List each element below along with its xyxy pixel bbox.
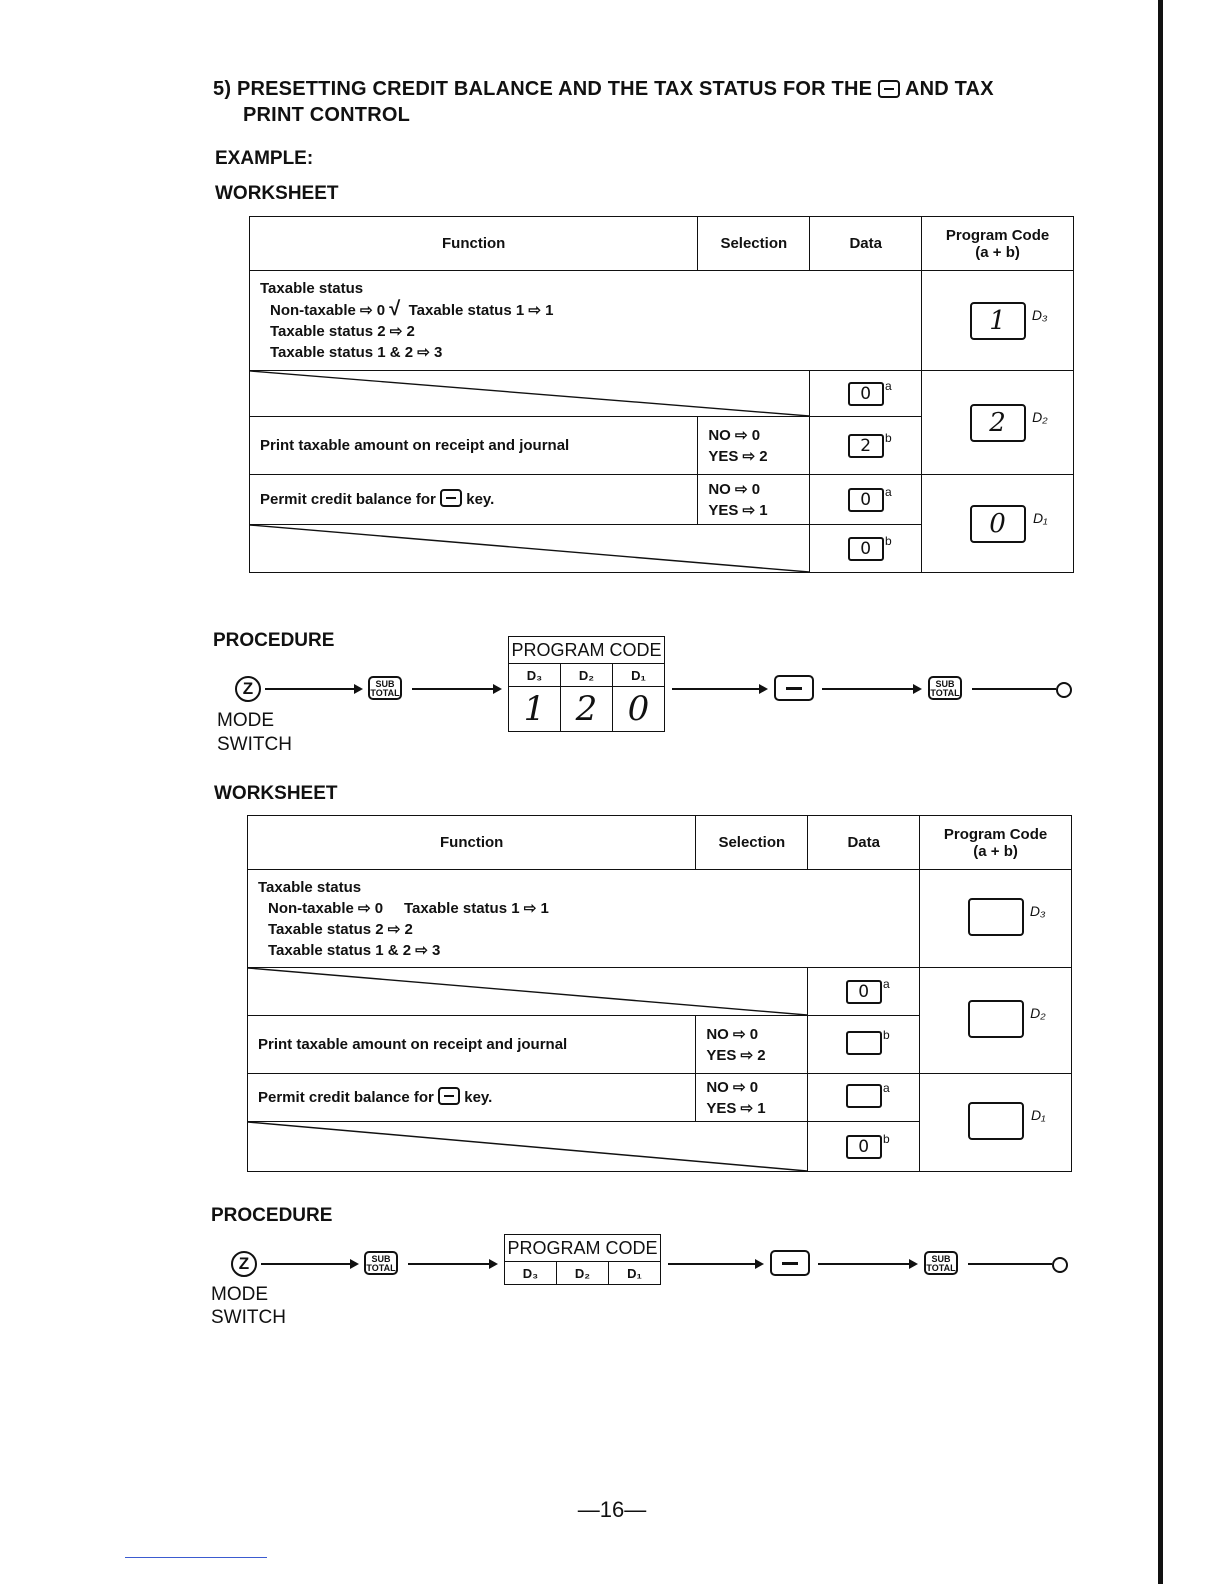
subtotal-line1: SUB — [371, 1254, 391, 1264]
header-data: Data — [810, 217, 922, 271]
pc-value-d2: 2 — [561, 687, 613, 732]
data-a1-cell — [810, 371, 922, 417]
mode-label: MODE — [217, 710, 274, 731]
subtotal-line2: TOTAL — [370, 688, 400, 698]
arrow — [668, 1263, 762, 1265]
subtotal-line2: TOTAL — [926, 1263, 956, 1273]
taxable2-option: Taxable status 2 ⇨ 2 — [268, 920, 413, 938]
title-line2: PRINT CONTROL — [243, 104, 411, 126]
page-number: —16— — [577, 1497, 647, 1522]
data-a1-box — [848, 378, 892, 406]
pc-d1: D₁ — [609, 1262, 661, 1285]
program-code-d3-cell — [922, 271, 1074, 371]
worksheet-label: WORKSHEET — [215, 183, 339, 204]
nontaxable-option: Non-taxable ⇨ 0 — [268, 899, 384, 917]
data-a2-box[interactable] — [846, 1080, 890, 1108]
subtotal-key-icon — [364, 1251, 398, 1275]
permit-credit-prefix: Permit credit balance for — [258, 1089, 434, 1106]
sup-b: b — [883, 1027, 890, 1042]
pc-d2: D₂ — [561, 664, 613, 687]
program-code-d2-box[interactable] — [968, 1000, 1046, 1038]
print-yes: YES ⇨ 2 — [706, 1046, 766, 1064]
sup-b: b — [883, 1131, 890, 1146]
data-a2-value: 0 — [860, 489, 872, 510]
d1-label: D₁ — [1031, 1106, 1046, 1123]
subtotal-line2: TOTAL — [366, 1263, 396, 1273]
procedure-label-2: PROCEDURE — [211, 1205, 333, 1226]
example-label: EXAMPLE: — [215, 148, 314, 169]
diagonal-cell — [248, 1122, 808, 1172]
print-taxable-selection — [698, 417, 810, 475]
diagonal-cell — [250, 525, 810, 573]
z-mode-icon: Z — [231, 1251, 257, 1277]
nontaxable-option: Non-taxable ⇨ 0 — [270, 302, 386, 319]
subtotal-key-icon — [924, 1251, 958, 1275]
program-code-d3-cell — [920, 870, 1072, 968]
header-data: Data — [808, 816, 920, 870]
credit-yes: YES ⇨ 1 — [706, 1099, 766, 1117]
print-taxable-label: Print taxable amount on receipt and journal — [250, 417, 698, 475]
program-code-d3-box[interactable] — [968, 898, 1046, 936]
d1-label: D₁ — [1033, 509, 1048, 526]
subtotal-line1: SUB — [931, 1254, 951, 1264]
check-mark: √ — [389, 298, 401, 320]
program-code-d2-cell — [922, 371, 1074, 475]
arrow — [408, 1263, 496, 1265]
data-b2-cell — [808, 1122, 920, 1172]
header-selection: Selection — [698, 217, 810, 271]
subtotal-line2: TOTAL — [930, 688, 960, 698]
sup-b: b — [885, 430, 892, 445]
header-program-code-1: Program Code — [945, 226, 1050, 244]
permit-credit-selection — [696, 1074, 808, 1122]
taxable1-option: Taxable status 1 ⇨ 1 — [403, 899, 549, 917]
print-yes: YES ⇨ 2 — [708, 447, 768, 465]
diagonal-cell — [248, 968, 808, 1016]
data-b2-cell — [810, 525, 922, 573]
sup-a: a — [883, 1080, 890, 1095]
subtotal-line1: SUB — [935, 679, 955, 689]
print-taxable-selection — [696, 1016, 808, 1074]
end-circle-icon — [1056, 682, 1072, 698]
sup-a: a — [883, 976, 890, 991]
header-program-code-2: (a + b) — [975, 243, 1020, 261]
credit-no: NO ⇨ 0 — [706, 1078, 759, 1096]
section-title — [213, 76, 994, 128]
minus-key-icon — [770, 1250, 810, 1276]
data-a1-box — [846, 976, 890, 1004]
program-code-d1-value: 0 — [989, 508, 1006, 539]
data-b2-box — [846, 1131, 890, 1159]
end-circle-icon — [1052, 1257, 1068, 1273]
pc-value-d3: 1 — [509, 687, 561, 732]
minus-key-icon — [440, 489, 462, 507]
arrow — [818, 1263, 916, 1265]
switch-label: SWITCH — [217, 734, 292, 755]
print-no: NO ⇨ 0 — [708, 426, 761, 444]
program-code-d3-value: 1 — [989, 305, 1006, 336]
minus-key-icon — [438, 1087, 460, 1105]
arrow — [265, 688, 361, 690]
permit-credit-prefix: Permit credit balance for — [260, 491, 436, 508]
switch-label: SWITCH — [211, 1307, 286, 1328]
pc-d3: D₃ — [509, 664, 561, 687]
program-code-d2-box — [970, 404, 1048, 442]
d2-label: D₂ — [1030, 1004, 1046, 1021]
scan-edge-bar — [1158, 0, 1163, 1584]
header-function: Function — [250, 217, 698, 271]
mode-label: MODE — [211, 1284, 268, 1305]
pc-d1: D₁ — [613, 664, 665, 687]
d3-label: D₃ — [1029, 902, 1046, 919]
pc-d3: D₃ — [505, 1262, 557, 1285]
data-a2-cell — [810, 475, 922, 525]
arrow — [412, 688, 500, 690]
d2-label: D₂ — [1032, 408, 1048, 425]
subtotal-key-icon — [368, 676, 402, 700]
header-program-code — [920, 816, 1072, 870]
print-no: NO ⇨ 0 — [706, 1025, 759, 1043]
d3-label: D₃ — [1031, 306, 1048, 323]
data-b1-cell — [810, 417, 922, 475]
diagonal-cell — [250, 371, 810, 417]
program-code-d1-cell — [920, 1074, 1072, 1172]
data-b1-box — [848, 430, 892, 458]
permit-credit-suffix: key. — [464, 1089, 493, 1106]
worksheet-table-blank — [247, 815, 1072, 1172]
data-a2-box — [848, 484, 892, 512]
taxable12-option: Taxable status 1 & 2 ⇨ 3 — [270, 344, 443, 361]
program-code-d1-box[interactable] — [968, 1102, 1046, 1140]
data-b1-value: 2 — [860, 435, 872, 456]
data-a1-value: 0 — [860, 383, 872, 404]
permit-credit-label — [250, 475, 698, 525]
header-function: Function — [248, 816, 696, 870]
header-selection: Selection — [696, 816, 808, 870]
header-program-code-1: Program Code — [943, 825, 1048, 843]
program-code-d1-box — [970, 505, 1048, 543]
pc-d2: D₂ — [557, 1262, 609, 1285]
data-b2-value: 0 — [860, 538, 872, 559]
program-code-table-example — [508, 636, 665, 732]
data-b1-cell — [808, 1016, 920, 1074]
data-a1-value: 0 — [858, 981, 870, 1002]
sup-b: b — [885, 533, 892, 548]
footer-line — [125, 1557, 267, 1558]
pc-value-d1: 0 — [613, 687, 665, 732]
minus-key-icon — [878, 80, 900, 98]
permit-credit-selection — [698, 475, 810, 525]
sup-a: a — [885, 378, 892, 393]
data-a2-cell — [808, 1074, 920, 1122]
z-mode-icon: Z — [235, 676, 261, 702]
title-line1-suffix: AND TAX — [904, 78, 994, 100]
arrow — [822, 688, 920, 690]
header-program-code — [922, 217, 1074, 271]
taxable-status-cell — [248, 870, 920, 968]
connector-line — [968, 1263, 1052, 1265]
arrow — [261, 1263, 357, 1265]
data-b1-box[interactable] — [846, 1027, 890, 1055]
worksheet-table-example — [249, 216, 1074, 573]
taxable-title: Taxable status — [260, 280, 364, 297]
subtotal-line1: SUB — [375, 679, 395, 689]
data-a1-cell — [808, 968, 920, 1016]
sup-a: a — [885, 484, 892, 499]
procedure-label: PROCEDURE — [213, 630, 335, 651]
worksheet-label-2: WORKSHEET — [214, 783, 338, 804]
credit-no: NO ⇨ 0 — [708, 480, 761, 498]
program-code-header: PROGRAM CODE — [505, 1235, 661, 1262]
taxable-status-cell — [250, 271, 922, 371]
taxable2-option: Taxable status 2 ⇨ 2 — [270, 323, 415, 340]
program-code-d3-box — [970, 302, 1048, 340]
program-code-d1-cell — [922, 475, 1074, 573]
minus-key-icon — [774, 675, 814, 701]
taxable12-option: Taxable status 1 & 2 ⇨ 3 — [268, 941, 441, 959]
program-code-d2-value: 2 — [989, 407, 1006, 438]
taxable-title: Taxable status — [258, 878, 362, 896]
print-taxable-label: Print taxable amount on receipt and journal — [248, 1016, 696, 1074]
program-code-d2-cell — [920, 968, 1072, 1074]
program-code-table-blank — [504, 1234, 661, 1285]
data-b2-value: 0 — [858, 1136, 870, 1157]
permit-credit-suffix: key. — [466, 491, 495, 508]
title-line1: 5) PRESETTING CREDIT BALANCE AND THE TAX STATUS FOR THE — [213, 78, 873, 100]
header-program-code-2: (a + b) — [973, 842, 1018, 860]
data-b2-box — [848, 533, 892, 561]
taxable1-option: Taxable status 1 ⇨ 1 — [408, 302, 554, 319]
credit-yes: YES ⇨ 1 — [708, 501, 768, 519]
program-code-header: PROGRAM CODE — [509, 637, 665, 664]
arrow — [672, 688, 766, 690]
connector-line — [972, 688, 1056, 690]
permit-credit-label — [248, 1074, 696, 1122]
subtotal-key-icon — [928, 676, 962, 700]
